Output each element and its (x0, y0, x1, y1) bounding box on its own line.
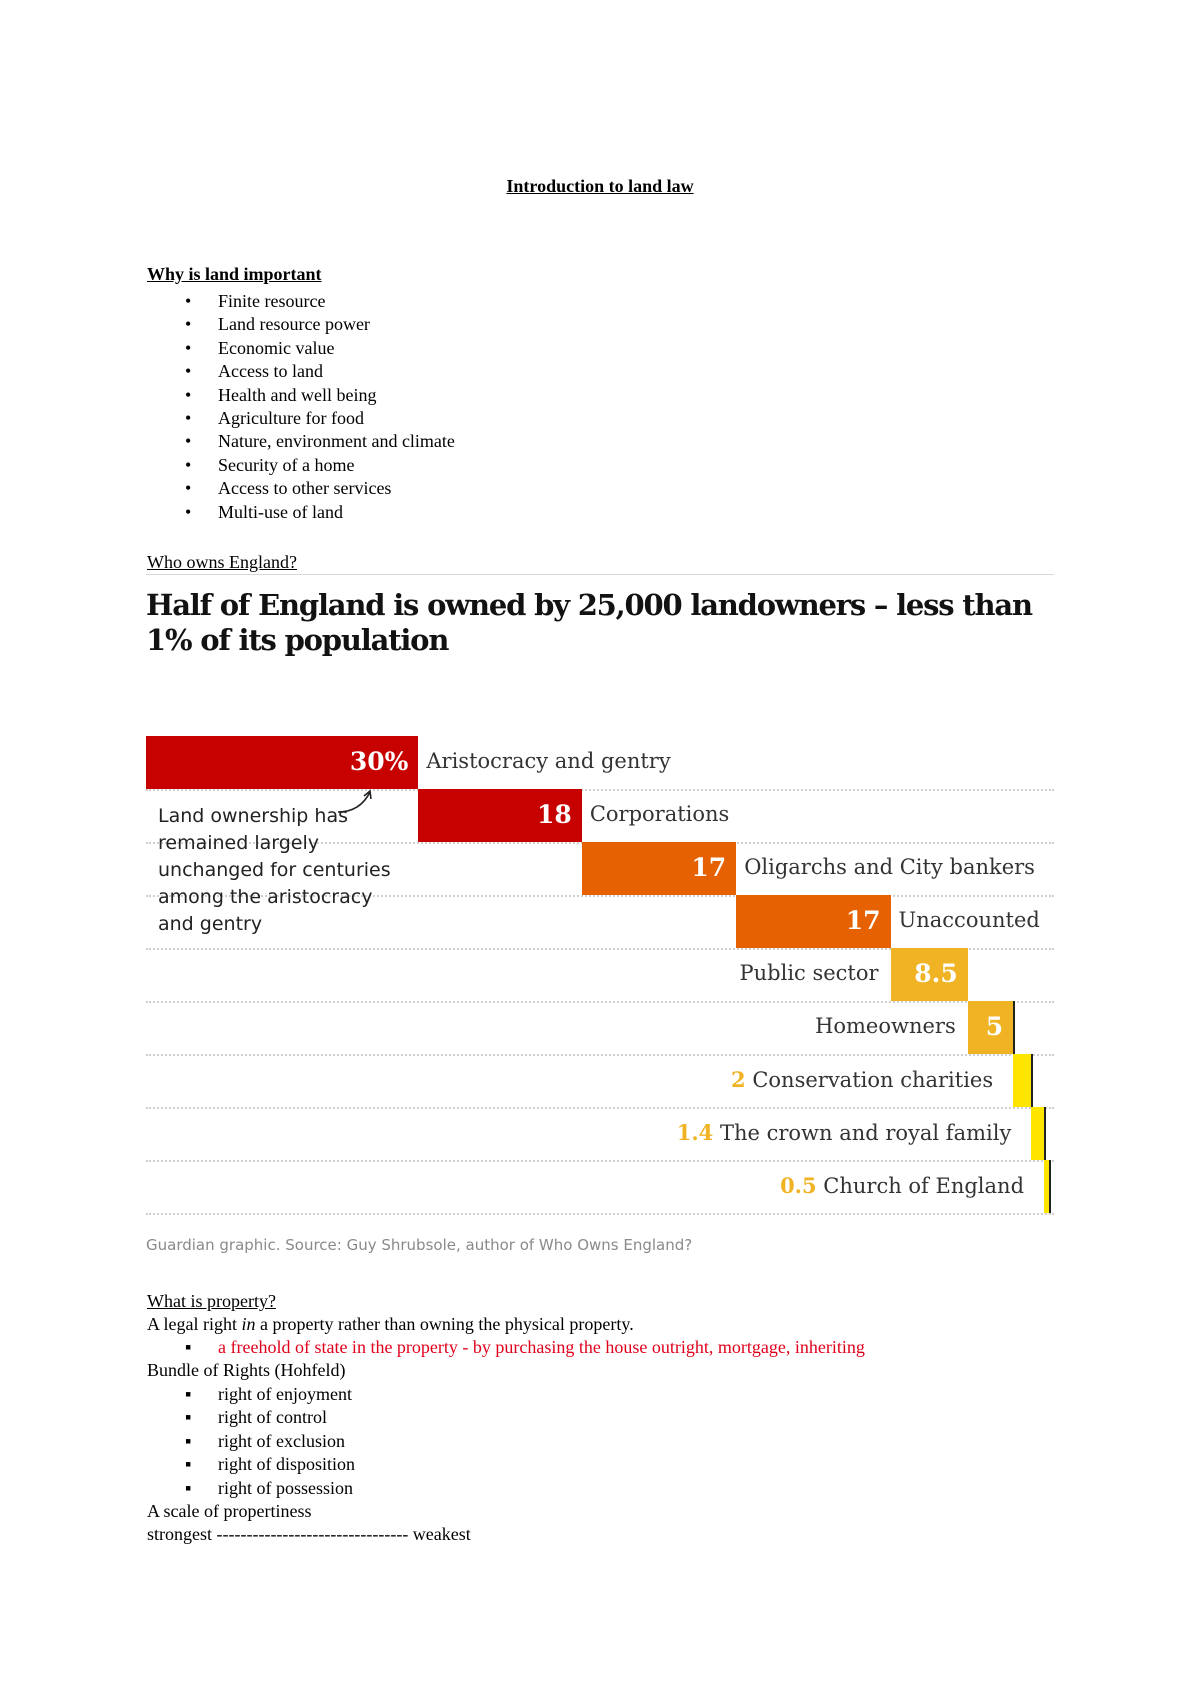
chart-gridline (146, 1001, 1054, 1003)
chart-gridline (146, 1213, 1054, 1215)
why-heading: Why is land important (147, 264, 322, 284)
bundle-list-item-text: right of disposition (218, 1454, 356, 1475)
category-label-text: Conservation charities (752, 1068, 994, 1092)
bullet-icon: • (185, 501, 192, 522)
bullet-icon: ▪ (185, 1477, 192, 1498)
chart-source: Guardian graphic. Source: Guy Shrubsole, author of Who Owns England? (146, 1236, 693, 1254)
bundle-list-item (147, 1477, 355, 1500)
property-heading: What is property? (147, 1291, 276, 1311)
freehold-note-text: a freehold of state in the property - by purchasing the house outright, mortgage, inheriting (218, 1337, 865, 1357)
why-list-item (147, 477, 455, 500)
why-list-item-text: Nature, environment and climate (218, 431, 455, 452)
bullet-icon: • (185, 431, 192, 452)
category-label: Oligarchs and City bankers (744, 855, 1035, 879)
chart-bar (1013, 1054, 1033, 1107)
property-definition-post: a property rather than owning the physical property. (255, 1314, 634, 1334)
bullet-icon: • (185, 361, 192, 382)
why-list (147, 290, 455, 524)
chart-bar (1044, 1160, 1051, 1213)
chart-top-rule (146, 574, 1054, 575)
bullet-icon: ▪ (185, 1430, 192, 1451)
category-label (780, 1173, 1024, 1198)
bar-value-label: 0.5 (780, 1173, 817, 1198)
category-label: Corporations (589, 802, 730, 826)
bar-value-label: 8.5 (914, 959, 958, 988)
chart-annotation: Land ownership has remained largely unchanged for centuries among the aristocracy and gentry (158, 805, 391, 935)
why-list-item (147, 290, 455, 313)
chart-bar (1031, 1107, 1046, 1160)
category-label: Unaccounted (898, 908, 1040, 932)
bullet-icon: ▪ (185, 1454, 192, 1475)
bar-value-label: 30% (349, 747, 409, 776)
bundle-list-item (147, 1383, 355, 1406)
bundle-list-item (147, 1430, 355, 1453)
bundle-list-item-text: right of exclusion (218, 1430, 345, 1451)
square-bullet-icon: ▪ (185, 1337, 192, 1357)
why-list-item-text: Finite resource (218, 291, 326, 311)
bullet-icon: ▪ (185, 1384, 192, 1404)
why-list-item-text: Health and well being (218, 384, 377, 405)
bundle-list-item-text: right of enjoyment (218, 1384, 352, 1404)
why-list-item (147, 313, 455, 336)
why-list-item-text: Access to land (218, 361, 323, 382)
why-list-item (147, 454, 455, 477)
bundle-list (147, 1383, 355, 1500)
bullet-icon: • (185, 384, 192, 405)
chart-gridline (146, 1107, 1054, 1109)
bullet-icon: • (185, 337, 192, 358)
property-definition-pre: A legal right (147, 1314, 242, 1334)
chart-gridline (146, 789, 1054, 791)
why-list-item (147, 360, 455, 383)
property-definition-em: in (241, 1314, 256, 1334)
why-list-item (147, 501, 455, 524)
category-label-text: The crown and royal family (719, 1121, 1012, 1145)
bundle-list-item (147, 1406, 355, 1429)
bar-value-label: 1.4 (676, 1120, 714, 1145)
why-list-item-text: Land resource power (218, 314, 370, 335)
bundle-list-item-text: right of control (218, 1407, 327, 1428)
document-title: Introduction to land law (506, 176, 694, 196)
category-label: Aristocracy and gentry (426, 749, 671, 773)
bar-value-label: 17 (845, 906, 881, 935)
bullet-icon: • (185, 478, 192, 499)
why-list-item-text: Economic value (218, 337, 335, 358)
category-label: Public sector (739, 961, 879, 985)
why-list-item (147, 407, 455, 430)
bar-value-label: 17 (691, 853, 727, 882)
bullet-icon: • (185, 407, 192, 428)
bullet-icon: • (185, 314, 192, 335)
chart-gridline (146, 1160, 1054, 1162)
bar-value-label: 18 (537, 800, 572, 829)
why-list-item (147, 337, 455, 360)
category-label (677, 1120, 1012, 1145)
bundle-list-item (147, 1453, 355, 1476)
category-label: Homeowners (815, 1014, 956, 1038)
bullet-icon: ▪ (185, 1407, 192, 1428)
chart-gridline (146, 1054, 1054, 1056)
chart-title: Half of England is owned by 25,000 landowners – less than 1% of its population (146, 588, 1032, 657)
who-heading: Who owns England? (147, 552, 297, 572)
bullet-icon: • (185, 291, 192, 311)
bar-value-label: 2 (731, 1067, 746, 1092)
why-list-item-text: Access to other services (218, 478, 392, 499)
property-definition (147, 1314, 634, 1335)
category-label (731, 1067, 993, 1092)
why-list-item (147, 430, 455, 453)
bundle-list-item-text: right of possession (218, 1477, 353, 1498)
why-list-item-text: Security of a home (218, 454, 355, 475)
why-list-item-text: Agriculture for food (218, 407, 364, 428)
bundle-heading: Bundle of Rights (Hohfeld) (147, 1360, 346, 1380)
why-list-item (147, 384, 455, 407)
scale-heading: A scale of propertiness (147, 1501, 312, 1521)
bar-value-label: 5 (985, 1012, 1004, 1041)
annotation-arrow-icon (336, 788, 376, 818)
category-label-text: Church of England (823, 1174, 1025, 1198)
land-ownership-chart (146, 574, 1054, 1254)
scale-line: strongest -------------------------------- weakest (147, 1524, 471, 1544)
bullet-icon: • (185, 454, 192, 475)
why-list-item-text: Multi-use of land (218, 501, 343, 522)
